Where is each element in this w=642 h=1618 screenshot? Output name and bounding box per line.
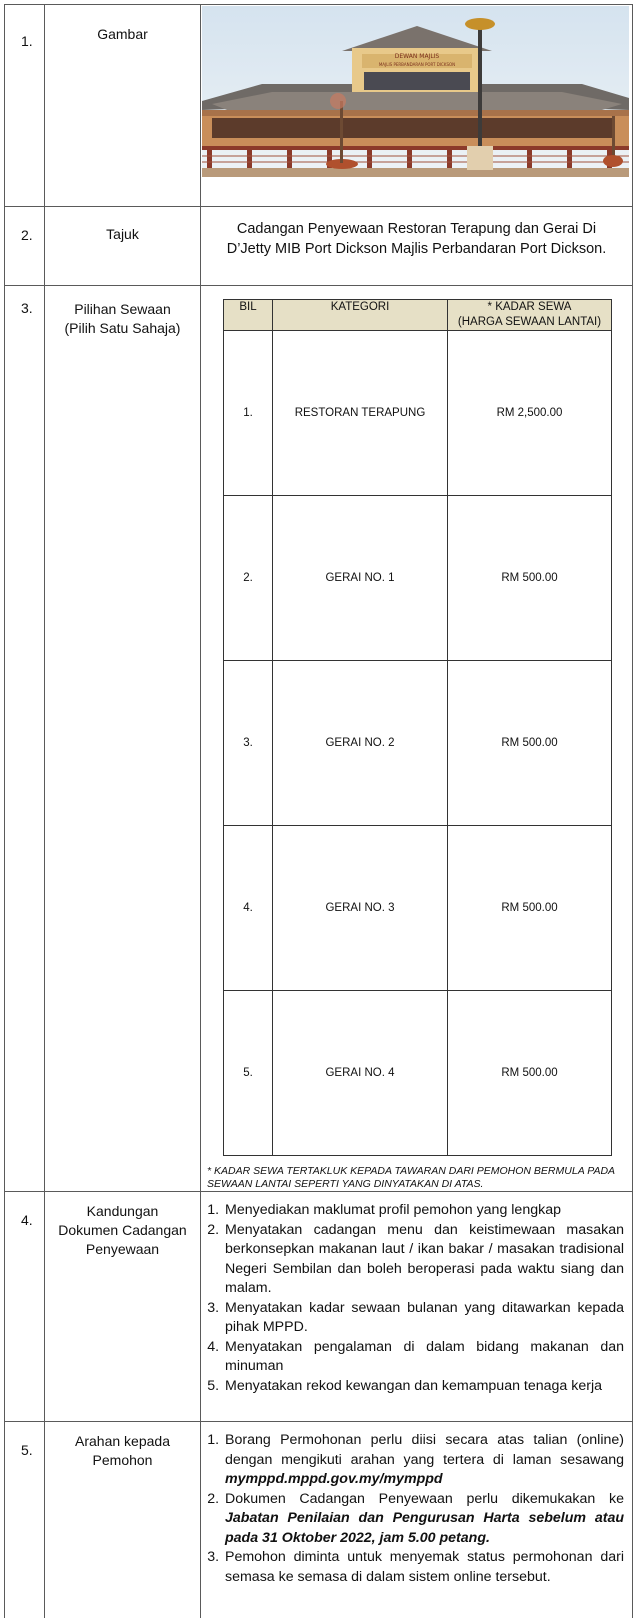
cell-kategori: RESTORAN TERAPUNG bbox=[273, 331, 448, 496]
cell-bil: 2. bbox=[224, 496, 273, 661]
cell-kategori: GERAI NO. 1 bbox=[273, 496, 448, 661]
row-kandungan-dokumen bbox=[5, 1192, 633, 1422]
cell-kadar: RM 500.00 bbox=[448, 826, 612, 991]
documents-list bbox=[201, 1192, 632, 1396]
label-pilihan-line1: Pilihan Sewaan bbox=[45, 286, 200, 319]
cell-kadar: RM 500.00 bbox=[448, 661, 612, 826]
instruction-1-text: Borang Permohonan perlu diisi secara atas talian (online) dengan mengikuti arahan yang tertera di laman sesawang bbox=[225, 1432, 624, 1468]
image-cell bbox=[201, 5, 633, 207]
label-gambar: Gambar bbox=[45, 5, 200, 44]
instruction-2-deadline: Jabatan Penilaian dan Pengurusan Harta sebelum atau pada 31 Oktober 2022, jam 5.00 petang. bbox=[225, 1510, 624, 1546]
row-pilihan-sewaan bbox=[5, 286, 633, 1192]
rental-rate-table bbox=[223, 299, 612, 1156]
row-arahan-pemohon bbox=[5, 1422, 633, 1618]
header-kadar-line1: * KADAR SEWA bbox=[448, 300, 611, 315]
row-number: 2. bbox=[5, 207, 45, 286]
header-kadar bbox=[448, 300, 612, 331]
label-arahan-line2: Pemohon bbox=[45, 1451, 200, 1470]
table-row bbox=[224, 991, 612, 1156]
cell-bil: 4. bbox=[224, 826, 273, 991]
cell-kadar: RM 2,500.00 bbox=[448, 331, 612, 496]
row-number: 3. bbox=[5, 286, 45, 1192]
list-item: 3. Menyatakan kadar sewaan bulanan yang ditawarkan kepada pihak MPPD. bbox=[223, 1299, 624, 1338]
cell-kategori: GERAI NO. 3 bbox=[273, 826, 448, 991]
instructions-cell bbox=[201, 1422, 633, 1618]
website-link[interactable]: mymppd.mppd.gov.my/mymppd bbox=[225, 1471, 443, 1487]
row-label bbox=[45, 5, 201, 207]
label-kandungan-line1: Kandungan bbox=[45, 1192, 200, 1221]
instructions-list bbox=[201, 1422, 632, 1587]
title-cell bbox=[201, 207, 633, 286]
cell-kadar: RM 500.00 bbox=[448, 496, 612, 661]
rental-header-row bbox=[224, 300, 612, 331]
table-row bbox=[224, 331, 612, 496]
documents-cell bbox=[201, 1192, 633, 1422]
title-line2: D’Jetty MIB Port Dickson Majlis Perbandaran Port Dickson. bbox=[201, 239, 632, 259]
cell-bil: 5. bbox=[224, 991, 273, 1156]
list-item: 4. Menyatakan pengalaman di dalam bidang makanan dan minuman bbox=[223, 1338, 624, 1377]
table-row bbox=[224, 826, 612, 991]
label-kandungan-line2: Dokumen Cadangan bbox=[45, 1221, 200, 1240]
rental-cell bbox=[201, 286, 633, 1192]
header-bil: BIL bbox=[224, 300, 273, 331]
list-item: 1. Menyediakan maklumat profil pemohon yang lengkap bbox=[223, 1201, 624, 1221]
list-item bbox=[223, 1490, 624, 1549]
page-title bbox=[201, 207, 632, 259]
row-number: 4. bbox=[5, 1192, 45, 1422]
list-item: 2. Menyatakan cadangan menu dan keistimewaan masakan berkonsepkan makanan laut / ikan bakar / masakan tradisional Negeri Sembilan dan boleh beroperasi pada waktu siang dan malam. bbox=[223, 1221, 624, 1299]
list-item: 3. Pemohon diminta untuk menyemak status permohonan dari semasa ke semasa di dalam sistem online tersebut. bbox=[223, 1548, 624, 1587]
cell-kadar: RM 500.00 bbox=[448, 991, 612, 1156]
table-row bbox=[224, 496, 612, 661]
building-sign-line1: DEWAN MAJLIS bbox=[395, 53, 440, 60]
header-kategori: KATEGORI bbox=[273, 300, 448, 331]
row-label bbox=[45, 1422, 201, 1618]
row-label bbox=[45, 286, 201, 1192]
restaurant-building-image bbox=[202, 6, 629, 177]
label-pilihan-line2: (Pilih Satu Sahaja) bbox=[45, 319, 200, 338]
cell-bil: 1. bbox=[224, 331, 273, 496]
row-number: 1. bbox=[5, 5, 45, 207]
cell-kategori: GERAI NO. 2 bbox=[273, 661, 448, 826]
label-arahan-line1: Arahan kepada bbox=[45, 1422, 200, 1451]
rental-note: * KADAR SEWA TERTAKLUK KEPADA TAWARAN DARI PEMOHON BERMULA PADA SEWAAN LANTAI SEPERTI YANG DINYATAKAN DI ATAS. bbox=[201, 1156, 632, 1191]
row-number: 5. bbox=[5, 1422, 45, 1618]
list-item bbox=[223, 1431, 624, 1490]
list-item: 5. Menyatakan rekod kewangan dan kemampuan tenaga kerja bbox=[223, 1377, 624, 1397]
row-label bbox=[45, 207, 201, 286]
row-label bbox=[45, 1192, 201, 1422]
building-photo bbox=[202, 6, 629, 177]
cell-bil: 3. bbox=[224, 661, 273, 826]
title-line1: Cadangan Penyewaan Restoran Terapung dan Gerai Di bbox=[201, 219, 632, 239]
instruction-2-text: Dokumen Cadangan Penyewaan perlu dikemukakan ke bbox=[225, 1491, 624, 1507]
cell-kategori: GERAI NO. 4 bbox=[273, 991, 448, 1156]
header-kadar-line2: (HARGA SEWAAN LANTAI) bbox=[448, 315, 611, 330]
building-sign-line2: MAJLIS PERBANDARAN PORT DICKSON bbox=[379, 62, 455, 67]
label-kandungan-line3: Penyewaan bbox=[45, 1240, 200, 1259]
row-tajuk bbox=[5, 207, 633, 286]
label-tajuk: Tajuk bbox=[45, 207, 200, 244]
info-table bbox=[4, 4, 633, 1618]
table-row bbox=[224, 661, 612, 826]
row-gambar bbox=[5, 5, 633, 207]
